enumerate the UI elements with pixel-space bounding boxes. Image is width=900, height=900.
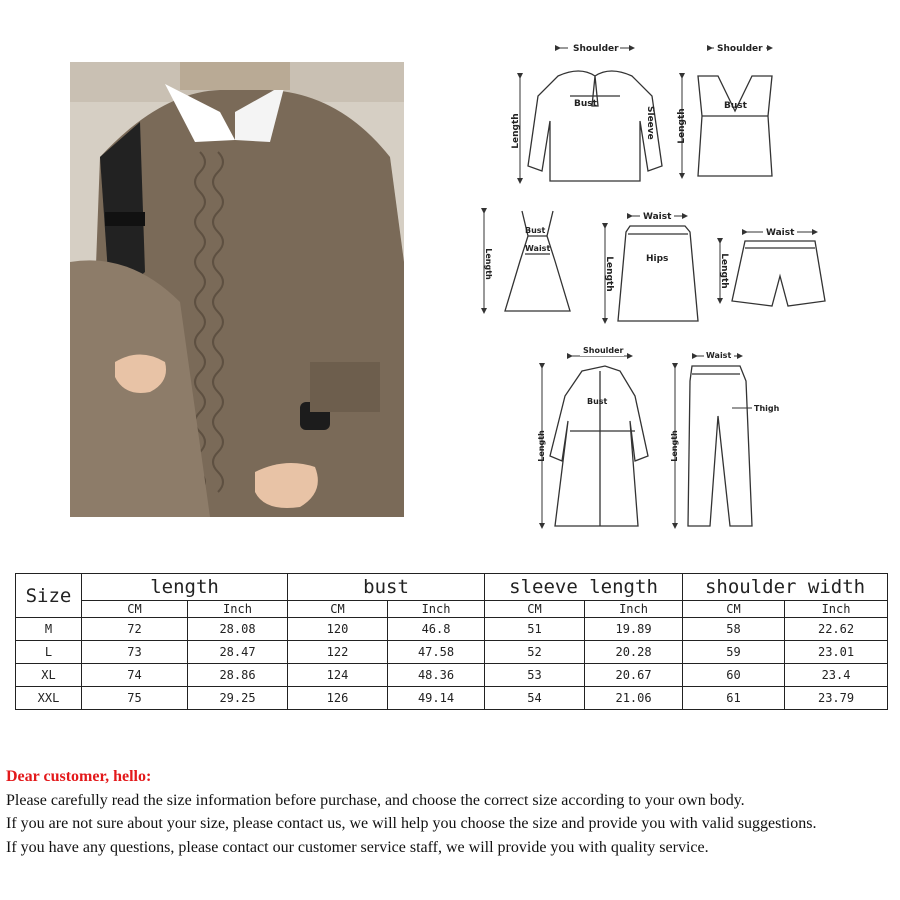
- value-cell: 51: [485, 618, 585, 641]
- table-header-row: [16, 574, 888, 601]
- vest-bust-label: Bust: [724, 101, 747, 111]
- size-header: Size: [16, 574, 82, 618]
- unit-header: CM: [82, 601, 188, 618]
- value-cell: 52: [485, 641, 585, 664]
- unit-header-row: [16, 601, 888, 618]
- note-line: Please carefully read the size information before purchase, and choose the correct size according to your own body.: [6, 791, 745, 809]
- value-cell: 59: [683, 641, 785, 664]
- unit-header: CM: [683, 601, 785, 618]
- value-cell: 21.06: [585, 687, 683, 710]
- group-header-bust: bust: [288, 574, 485, 601]
- value-cell: 120: [288, 618, 388, 641]
- value-cell: 122: [288, 641, 388, 664]
- value-cell: 20.28: [585, 641, 683, 664]
- unit-header: Inch: [188, 601, 288, 618]
- pants-length-label: Length: [670, 430, 679, 462]
- shorts-waist-label: Waist: [766, 228, 795, 238]
- value-cell: 46.8: [388, 618, 485, 641]
- skirt-waist-label: Waist: [643, 212, 672, 222]
- skirt-hips-label: Hips: [646, 254, 669, 264]
- unit-header: Inch: [388, 601, 485, 618]
- value-cell: 53: [485, 664, 585, 687]
- value-cell: 28.08: [188, 618, 288, 641]
- vest-length-label: Length: [677, 108, 687, 144]
- blouse-sleeve-label: Sleeve: [645, 106, 655, 140]
- skirt-length-label: Length: [604, 256, 614, 292]
- dress-waist-label: Waist: [525, 244, 551, 253]
- value-cell: 19.89: [585, 618, 683, 641]
- value-cell: 74: [82, 664, 188, 687]
- pants-thigh-label: Thigh: [754, 404, 780, 413]
- group-header-length: length: [82, 574, 288, 601]
- value-cell: 126: [288, 687, 388, 710]
- note-line: If you are not sure about your size, please contact us, we will help you choose the size and provide you with valid suggestions.: [6, 815, 817, 832]
- value-cell: 23.01: [785, 641, 888, 664]
- value-cell: 28.47: [188, 641, 288, 664]
- table-row: [16, 641, 888, 664]
- size-cell: L: [16, 641, 82, 664]
- value-cell: 58: [683, 618, 785, 641]
- table-row: [16, 687, 888, 710]
- value-cell: 61: [683, 687, 785, 710]
- value-cell: 48.36: [388, 664, 485, 687]
- customer-notes: [6, 765, 816, 859]
- unit-header: CM: [485, 601, 585, 618]
- blouse-bust-label: Bust: [574, 99, 597, 109]
- value-cell: 28.86: [188, 664, 288, 687]
- size-cell: M: [16, 618, 82, 641]
- blouse-length-label: Length: [511, 113, 521, 149]
- group-header-sleeve-length: sleeve length: [485, 574, 683, 601]
- shorts-length-label: Length: [719, 253, 729, 289]
- value-cell: 20.67: [585, 664, 683, 687]
- table-row: [16, 618, 888, 641]
- unit-header: CM: [288, 601, 388, 618]
- dress-length-label: Length: [484, 248, 493, 280]
- coat-bust-label: Bust: [587, 397, 608, 406]
- value-cell: 23.79: [785, 687, 888, 710]
- value-cell: 23.4: [785, 664, 888, 687]
- value-cell: 54: [485, 687, 585, 710]
- greeting-text: Dear customer, hello:: [6, 768, 152, 785]
- value-cell: 75: [82, 687, 188, 710]
- value-cell: 49.14: [388, 687, 485, 710]
- value-cell: 73: [82, 641, 188, 664]
- value-cell: 22.62: [785, 618, 888, 641]
- value-cell: 47.58: [388, 641, 485, 664]
- dress-bust-label: Bust: [525, 226, 546, 235]
- coat-length-label: Length: [537, 430, 546, 462]
- note-line: If you have any questions, please contact our customer service staff, we will provide you with quality service.: [6, 838, 709, 856]
- blouse-shoulder-label: Shoulder: [573, 44, 619, 54]
- group-header-shoulder-width: shoulder width: [683, 574, 888, 601]
- pants-waist-label: Waist: [706, 351, 732, 360]
- coat-shoulder-label: Shoulder: [583, 346, 624, 355]
- size-cell: XL: [16, 664, 82, 687]
- value-cell: 72: [82, 618, 188, 641]
- size-table: [15, 573, 888, 710]
- product-photo: [70, 62, 404, 517]
- value-cell: 124: [288, 664, 388, 687]
- unit-header: Inch: [585, 601, 683, 618]
- value-cell: 29.25: [188, 687, 288, 710]
- table-row: [16, 664, 888, 687]
- unit-header: Inch: [785, 601, 888, 618]
- measurement-diagrams: [470, 36, 850, 536]
- size-cell: XXL: [16, 687, 82, 710]
- vest-shoulder-label: Shoulder: [717, 44, 763, 54]
- value-cell: 60: [683, 664, 785, 687]
